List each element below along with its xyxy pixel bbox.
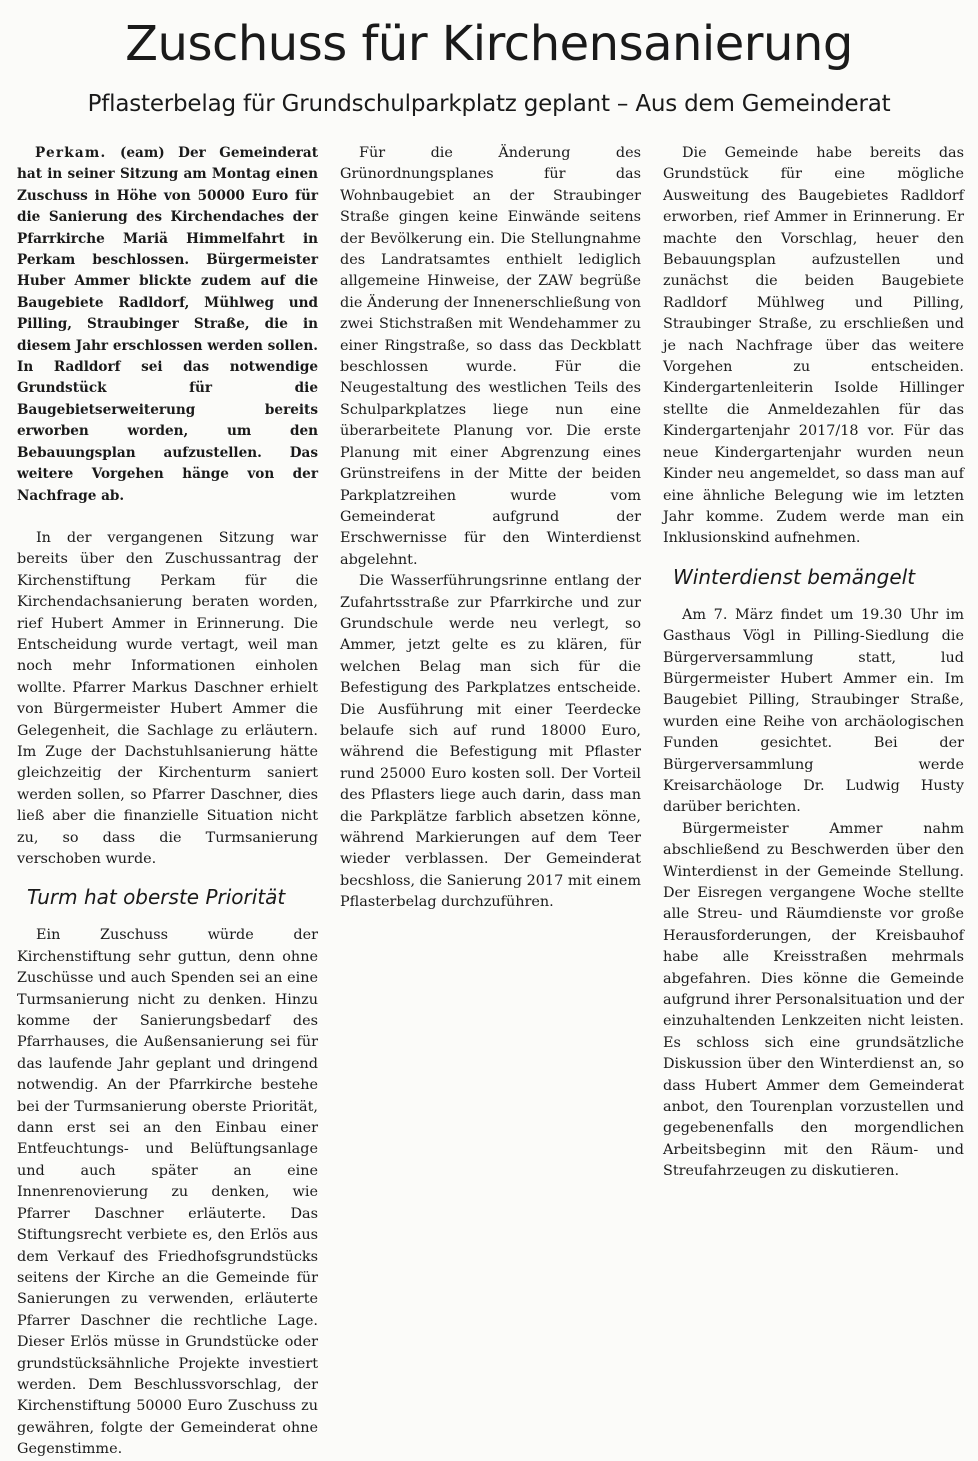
subheadline: Pflasterbelag für Grundschulparkplatz geplant – Aus dem Gemeinderat [87, 91, 891, 117]
body-paragraph: In der vergangenen Sitzung war bereits über den Zuschussantrag der Kirchenstiftung Perkam für die Kirchendachsanierung beraten worden, rief Hubert Ammer in Erinnerung. Die Entscheidung wurde vertagt, weil man noch mehr Informationen einholen wollte. Pfarrer Markus Daschner erhielt von Bürgermeister Hubert Ammer die Gelegenheit, die Sachlage zu erläutern. Im Zuge der Dachstuhlsanierung hätte gleichzeitig der Kirchenturm saniert werden sollen, so Pfarrer Daschner, dies ließ aber die finanzielle Situation nicht zu, so dass die Turmsanierung verschoben wurde. [17, 529, 318, 867]
article-column-3 [663, 143, 964, 1183]
lead-paragraph [17, 143, 318, 507]
body-paragraph: Am 7. März findet um 19.30 Uhr im Gasthaus Vögl in Pilling-Siedlung die Bürgerversammlung statt, lud Bürgermeister Hubert Ammer ein. Im Baugebiet Pilling, Straubinger Straße, wurden eine Reihe von archäologischen Funden gesichtet. Bei der Bürgerversammlung werde Kreisarchäologe Dr. Ludwig Husty darüber berichten. [663, 606, 964, 816]
article-column-2 [340, 143, 641, 914]
section-heading: Turm hat oberste Priorität [27, 885, 286, 910]
body-paragraph: Ein Zuschuss würde der Kirchenstiftung sehr guttun, denn ohne Zuschüsse und auch Spenden sei an eine Turmsanierung nicht zu denken. Hinzu komme der Sanierungsbedarf des Pfarrhauses, die Außensanierung sei für das laufende Jahr geplant und dringend notwendig. An der Pfarrkirche bestehe bei der Turmsanierung oberste Priorität, dann erst sei an den Einbau einer Entfeuchtungs- und Belüftungsanlage und auch später an eine Innenrenovierung zu denken, wie Pfarrer Daschner erläuterte. Das Stiftungsrecht verbiete es, den Erlös aus dem Verkauf des Friedhofsgrundstücks seitens der Kirche an die Gemeinde für Sanierungen zu verwenden, erläuterte Pfarrer Daschner die rechtliche Lage. Dieser Erlös müsse in Grundstücke oder grundstücksähnliche Projekte investiert werden. Dem Beschlussvorschlag, der Kirchenstiftung 50000 Euro Zuschuss zu gewähren, folgte der Gemeinderat ohne Gegenstimme. [17, 927, 318, 1458]
body-paragraph: Bürgermeister Ammer nahm abschließend zu Beschwerden über den Winterdienst in der Gemeinde Stellung. Der Eisregen vergangene Woche stellte alle Streu- und Räumdienste vor große Herausforderungen, der Kreisbauhof habe alle Kreisstraßen mehrmals abgefahren. Dies könne die Gemeinde aufgrund ihrer Personalsituation und der einzuhaltenden Lenkzeiten nicht leisten. Es schloss sich eine grundsätzliche Diskussion über den Winterdienst an, so dass Hubert Ammer dem Gemeinderat anbot, den Tourenplan vorzustellen und gegebenenfalls den morgendlichen Arbeitsbeginn mit den Räum- und Streufahrzeugen zu diskutieren. [663, 820, 964, 1180]
section-heading: Winterdienst bemängelt [673, 564, 916, 589]
headline: Zuschuss für Kirchensanierung [125, 16, 853, 72]
body-paragraph: Die Gemeinde habe bereits das Grundstück für eine mögliche Ausweitung des Baugebietes Radldorf erworben, rief Ammer in Erinnerung. Er machte den Vorschlag, heuer den Bebauungsplan aufzustellen und zunächst die beiden Baugebiete Radldorf Mühlweg und Pilling, Straubinger Straße, zu erschließen und je nach Nachfrage über das weitere Vorgehen zu entscheiden. Kindergartenleiterin Isolde Hillinger stellte die Anmeldezahlen für das Kindergartenjahr 2017/18 vor. Für das neue Kindergartenjahr wurden neun Kinder neu angemeldet, so dass man auf eine ähnliche Belegung wie im letzten Jahr komme. Zudem werde man ein Inklusionskind aufnehmen. [663, 145, 964, 547]
body-paragraph: Für die Änderung des Grünordnungsplanes für das Wohnbaugebiet an der Straubinger Straße gingen keine Einwände seitens der Bevölkerung ein. Die Stellungnahme des Landratsamtes enthielt lediglich allgemeine Hinweise, der ZAW begrüße die Änderung der Innenerschließung von zwei Stichstraßen mit Wendehammer zu einer Ringstraße, so dass das Deckblatt beschlossen wurde. Für die Neugestaltung des westlichen Teils des Schulparkplatzes liege nun eine überarbeitete Planung vor. Die erste Planung mit einer Abgrenzung eines Grünstreifens in der Mitte der beiden Parkplatzreihen wurde vom Gemeinderat aufgrund der Erschwernisse für den Winterdienst abgelehnt. [340, 145, 641, 568]
article-column-1 [17, 143, 318, 1461]
lead-text: (eam) Der Gemeinderat hat in seiner Sitzung am Montag einen Zuschuss in Höhe von 50000 Euro für die Sanierung des Kirchendaches der Pfarrkirche Mariä Himmelfahrt in Perkam beschlossen. Bürgermeister Huber Ammer blickte zudem auf die Baugebiete Radldorf, Mühlweg und Pilling, Straubinger Straße, die in diesem Jahr erschlossen werden sollen. In Radldorf sei das notwendige Grundstück für die Baugebietserweiterung bereits erworben worden, um den Bebauungsplan aufzustellen. Das weitere Vorgehen hänge von der Nachfrage ab. [17, 145, 318, 504]
dateline: Perkam. [35, 145, 107, 161]
body-paragraph: Die Wasserführungsrinne entlang der Zufahrtsstraße zur Pfarrkirche und zur Grundschule werde neu verlegt, so Ammer, jetzt gelte es zu klären, für welchen Belag man sich für die Befestigung des Parkplatzes entscheide. Die Ausführung mit einer Teerdecke belaufe sich auf rund 18000 Euro, während die Befestigung mit Pflaster rund 25000 Euro kosten soll. Der Vorteil des Pflasters liege auch darin, dass man die Parkplätze farblich absetzen könne, während Markierungen auf dem Teer wieder verblassen. Der Gemeinderat becshloss, die Sanierung 2017 mit einem Pflasterbelag durchzuführen. [340, 573, 641, 911]
